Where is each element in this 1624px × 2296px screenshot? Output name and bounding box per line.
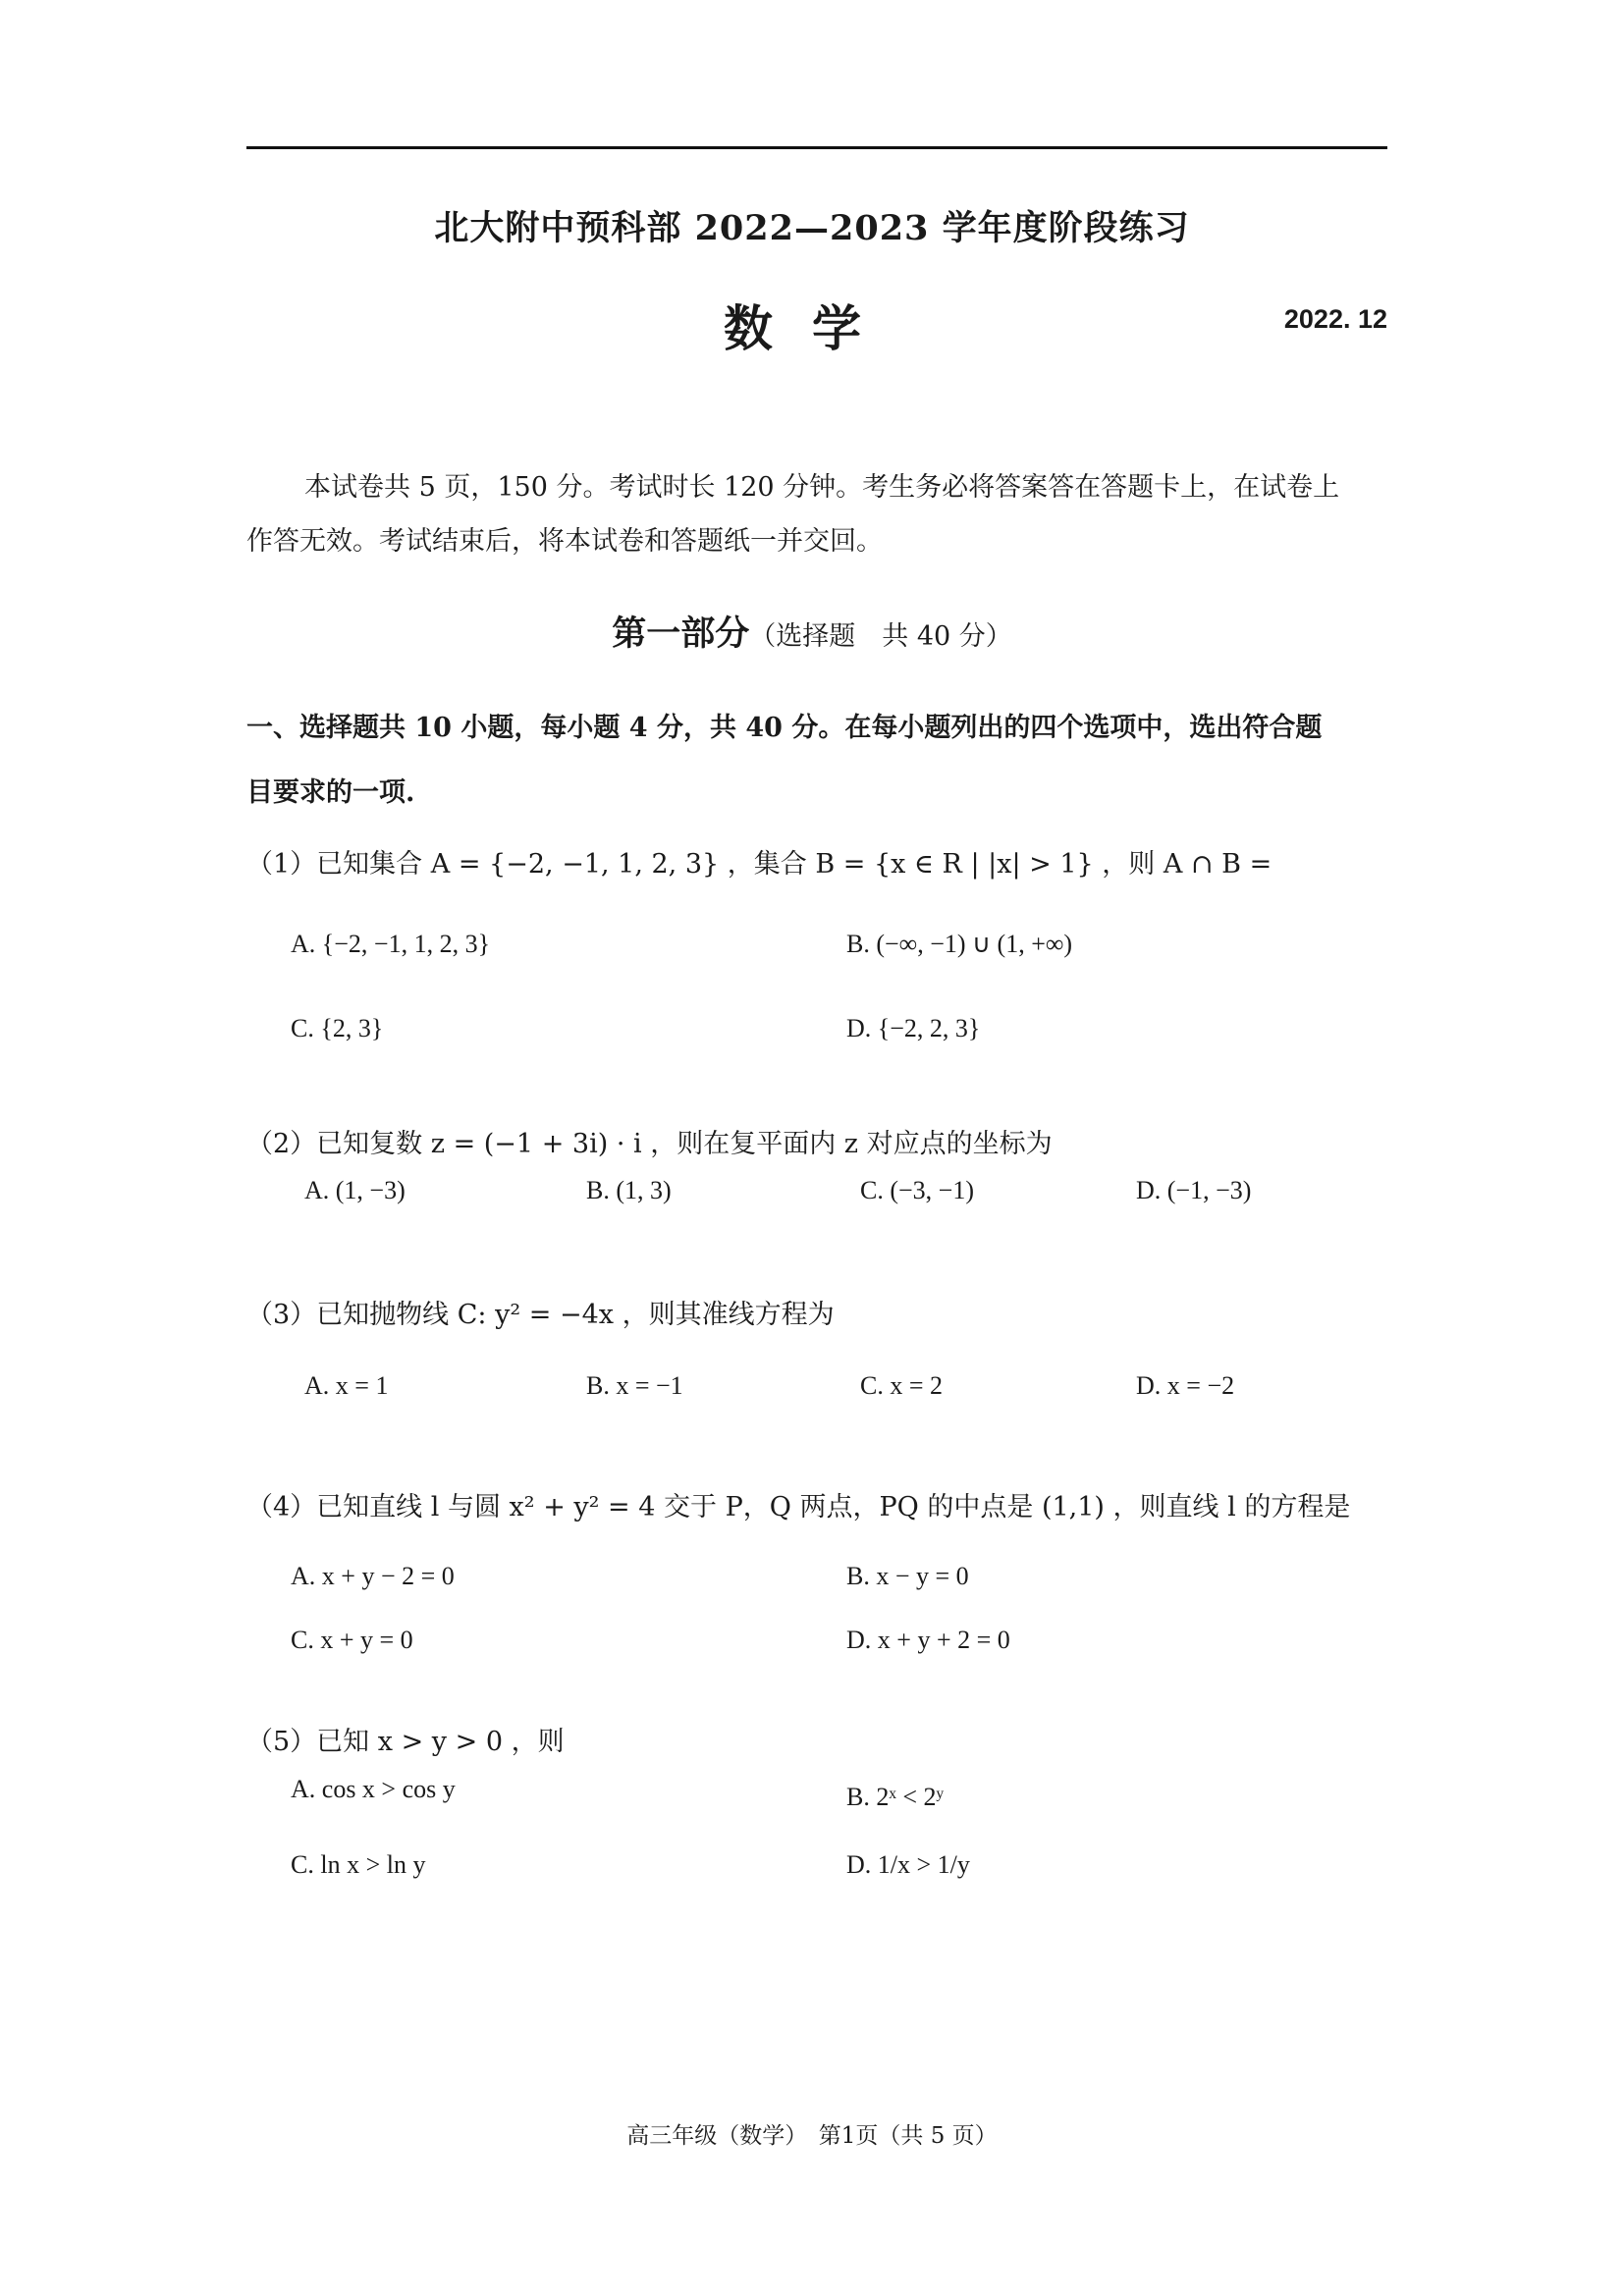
- question-5-option-c: C. ln x > ln y: [291, 1850, 426, 1879]
- question-2-option-c: C. (−3, −1): [860, 1176, 974, 1204]
- question-1-option-d: D. {−2, 2, 3}: [846, 1014, 981, 1042]
- question-3-option-b: B. x = −1: [586, 1371, 683, 1400]
- section-instruction-line-1: 一、选择题共 10 小题，每小题 4 分，共 40 分。在每小题列出的四个选项中，选出符合题: [246, 713, 1323, 743]
- part-title: 第一部分: [612, 614, 750, 654]
- question-1-stem: （1）已知集合 A = {−2, −1, 1, 2, 3} ，集合 B = {x ∈ R | |x| > 1} ，则 A ∩ B =: [246, 849, 1272, 880]
- question-5-option-a: A. cos x > cos y: [291, 1775, 456, 1803]
- exam-title: 北大附中预科部 2022—2023 学年度阶段练习: [434, 208, 1190, 248]
- section-instruction-line-2: 目要求的一项.: [246, 777, 415, 808]
- question-1-option-c: C. {2, 3}: [291, 1014, 384, 1042]
- question-3-stem: （3）已知抛物线 C: y² = −4x ，则其准线方程为: [246, 1300, 835, 1330]
- part-heading: [0, 607, 1624, 656]
- question-4-stem: （4）已知直线 l 与圆 x² + y² = 4 交于 P，Q 两点，PQ 的中点是 (1,1) ，则直线 l 的方程是: [246, 1492, 1351, 1522]
- question-3-option-a: A. x = 1: [304, 1371, 389, 1400]
- intro-line-2: 作答无效。考试结束后，将本试卷和答题纸一并交回。: [246, 526, 883, 557]
- question-1-option-a: A. {−2, −1, 1, 2, 3}: [291, 930, 491, 958]
- question-2-option-a: A. (1, −3): [304, 1176, 406, 1204]
- exam-date: 2022. 12: [1283, 304, 1387, 334]
- question-3-option-d: D. x = −2: [1136, 1371, 1235, 1400]
- question-1-option-b: B. (−∞, −1) ∪ (1, +∞): [846, 930, 1073, 958]
- question-2-option-d: D. (−1, −3): [1136, 1176, 1252, 1204]
- question-3-option-c: C. x = 2: [860, 1371, 944, 1400]
- question-2-stem: （2）已知复数 z = (−1 + 3i) · i ，则在复平面内 z 对应点的坐标为: [246, 1129, 1053, 1159]
- question-4-option-b: B. x − y = 0: [846, 1562, 969, 1590]
- intro-line-1: 本试卷共 5 页，150 分。考试时长 120 分钟。考生务必将答案答在答题卡上，在试卷上: [304, 472, 1340, 503]
- subject-title: 数学: [724, 299, 900, 357]
- question-4-option-c: C. x + y = 0: [291, 1626, 413, 1654]
- question-4-option-d: D. x + y + 2 = 0: [846, 1626, 1010, 1654]
- question-4-option-a: A. x + y − 2 = 0: [291, 1562, 455, 1590]
- question-2-option-b: B. (1, 3): [586, 1176, 672, 1204]
- header-rule: [246, 146, 1387, 149]
- question-5-option-d: D. 1/x > 1/y: [846, 1850, 970, 1879]
- part-note: （选择题 共 40 分）: [749, 621, 1012, 652]
- question-5-option-b: B. 2ˣ < 2ʸ: [846, 1783, 945, 1811]
- page-footer: 高三年级（数学） 第1页（共 5 页）: [626, 2123, 998, 2149]
- question-5-stem: （5）已知 x > y > 0 ，则: [246, 1727, 565, 1757]
